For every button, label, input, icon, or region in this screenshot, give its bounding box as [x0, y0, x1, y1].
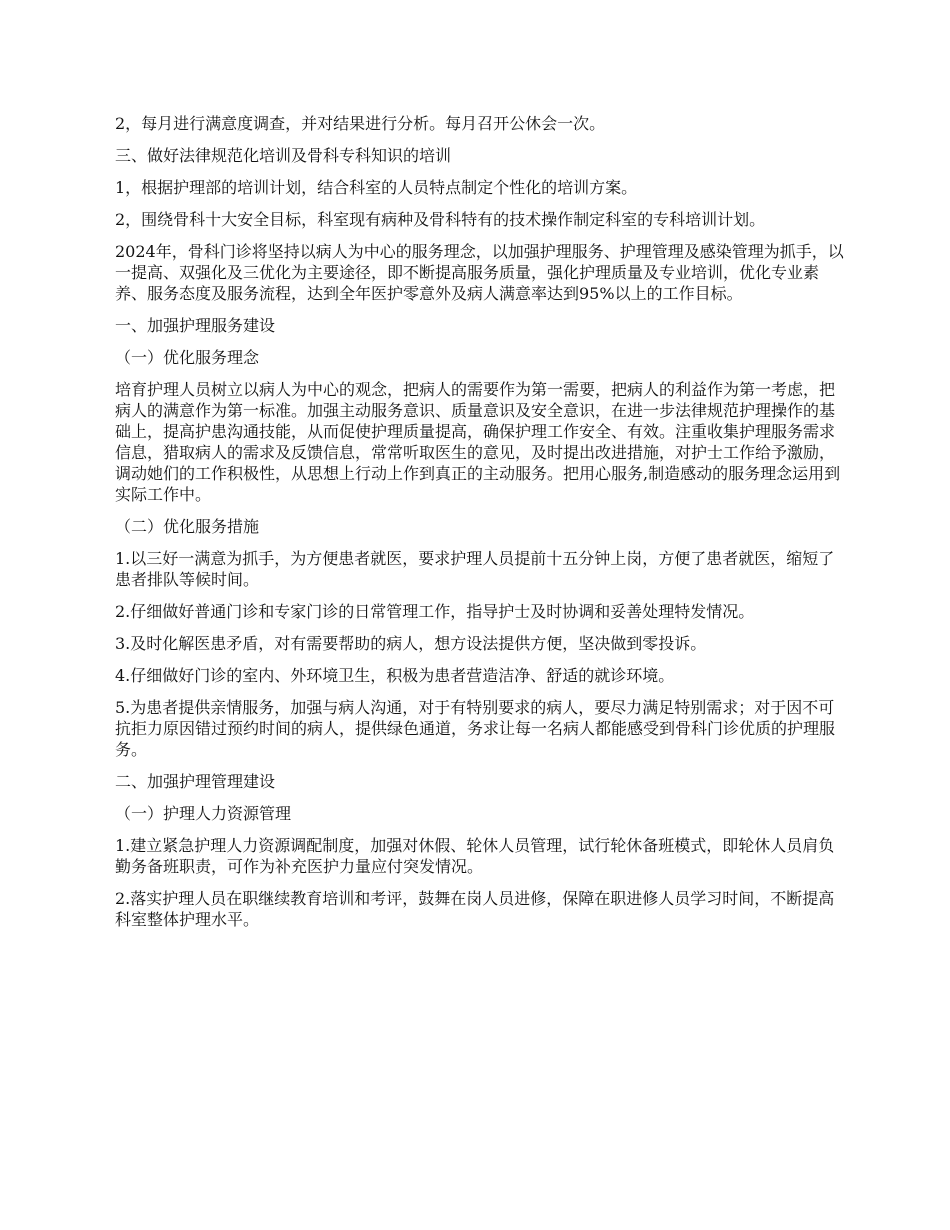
- section-heading-nursing-service: 一、加强护理服务建设: [115, 316, 276, 335]
- subheading-human-resources: （一）护理人力资源管理: [115, 804, 292, 823]
- list-item-measure-1: 1.以三好一满意为抓手，为方便患者就医，要求护理人员提前十五分钟上岗，方便了患者就医，缩短了患者排队等候时间。: [115, 549, 835, 589]
- list-item-measure-5: 5.为患者提供亲情服务，加强与病人沟通，对于有特别要求的病人，要尽力满足特别需求；对于因不可抗拒力原因错过预约时间的病人，提供绿色通道，务求让每一名病人都能感受到骨科门诊优质的护理服务。: [115, 698, 836, 759]
- paragraph-2024-goal: 2024年，骨科门诊将坚持以病人为中心的服务理念，以加强护理服务、护理管理及感染管理为抓手，以一提高、双强化及三优化为主要途径，即不断提高服务质量，强化护理质量及专业培训，优化专业素养、服务态度及服务流程，达到全年医护零意外及病人满意率达到95%以上的工作目标。: [115, 242, 844, 303]
- list-item-measure-4: 4.仔细做好门诊的室内、外环境卫生，积极为患者营造洁净、舒适的就诊环境。: [115, 666, 675, 685]
- subheading-service-measures: （二）优化服务措施: [115, 517, 260, 536]
- paragraph-satisfaction-survey: 2，每月进行满意度调查，并对结果进行分析。每月召开公休会一次。: [115, 114, 606, 133]
- paragraph-service-concept: 培育护理人员树立以病人为中心的观念，把病人的需要作为第一需要，把病人的利益作为第一考虑，把病人的满意作为第一标准。加强主动服务意识、质量意识及安全意识，在进一步法律规范护理操作的基础上，提高护患沟通技能，从而促使护理质量提高，确保护理工作安全、有效。注重收集护理服务需求信息，猎取病人的需求及反馈信息，常常听取医生的意见，及时提出改进措施，对护士工作给予激励，调动她们的工作积极性，从思想上行动上作到真正的主动服务。把用心服务,制造感动的服务理念运用到实际工作中。: [115, 380, 841, 504]
- section-heading-legal-training: 三、做好法律规范化培训及骨科专科知识的培训: [115, 146, 452, 165]
- paragraph-safety-goals: 2，围绕骨科十大安全目标，科室现有病种及骨科特有的技术操作制定科室的专科培训计划。: [115, 210, 766, 229]
- paragraph-training-plan: 1，根据护理部的培训计划，结合科室的人员特点制定个性化的培训方案。: [115, 178, 638, 197]
- section-heading-nursing-management: 二、加强护理管理建设: [115, 772, 276, 791]
- document-body: [115, 113, 845, 941]
- list-item-measure-2: 2.仔细做好普通门诊和专家门诊的日常管理工作，指导护士及时协调和妥善处理特发情况。: [115, 602, 755, 621]
- list-item-hr-1: 1.建立紧急护理人力资源调配制度，加强对休假、轮休人员管理，试行轮休备班模式，即轮休人员肩负勤务备班职责，可作为补充医护力量应付突发情况。: [115, 836, 835, 876]
- subheading-service-concept: （一）优化服务理念: [115, 348, 260, 367]
- list-item-hr-2: 2.落实护理人员在职继续教育培训和考评，鼓舞在岗人员进修，保障在职进修人员学习时间，不断提高科室整体护理水平。: [115, 889, 835, 929]
- list-item-measure-3: 3.及时化解医患矛盾，对有需要帮助的病人，想方设法提供方便，坚决做到零投诉。: [115, 634, 707, 653]
